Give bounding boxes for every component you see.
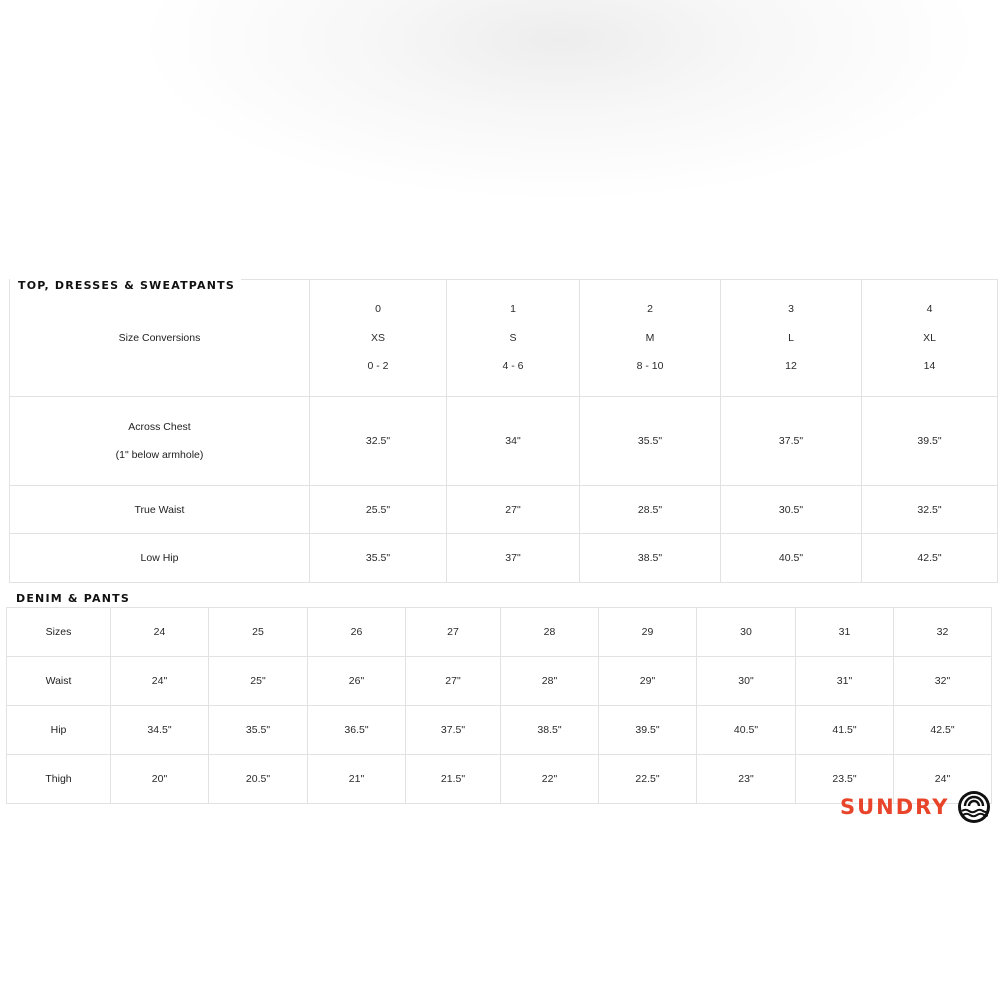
measurement-value: 23" (697, 755, 796, 804)
denim-size-table (6, 607, 992, 804)
size-us: 14 (923, 360, 936, 373)
size-letter: XS (370, 331, 385, 344)
size-us: 12 (785, 360, 797, 373)
tops-section-title: TOP, DRESSES & SWEATPANTS (10, 279, 241, 293)
size-num: 0 (375, 303, 381, 316)
measurement-value: 26" (308, 657, 406, 706)
measurement-label (10, 534, 310, 583)
measurement-value: 42.5" (894, 706, 992, 755)
measurement-value: 25" (209, 657, 308, 706)
denim-size-cell: 29 (599, 608, 697, 657)
measurement-value: 38.5" (501, 706, 599, 755)
measurement-value: 24" (111, 657, 209, 706)
denim-header-row (7, 608, 992, 657)
denim-row (7, 657, 992, 706)
measurement-label-line: (1" below armhole) (115, 449, 204, 461)
denim-size-cell: 30 (697, 608, 796, 657)
tops-row (10, 486, 998, 534)
denim-size-cell: 31 (796, 608, 894, 657)
measurement-value: 37.5" (406, 706, 501, 755)
size-header-cell (721, 280, 862, 397)
size-letter: XL (923, 331, 936, 344)
measurement-value: 23.5" (796, 755, 894, 804)
size-us: 0 - 2 (367, 360, 389, 373)
size-num: 2 (647, 303, 653, 316)
tops-row (10, 534, 998, 583)
measurement-value: 35.5" (580, 397, 721, 486)
size-us: 8 - 10 (636, 360, 664, 373)
measurement-value: 36.5" (308, 706, 406, 755)
size-letter: M (645, 331, 655, 344)
tops-header-row (10, 280, 998, 397)
measurement-value: 42.5" (862, 534, 998, 583)
denim-row (7, 706, 992, 755)
measurement-value: 20" (111, 755, 209, 804)
measurement-value: 39.5" (862, 397, 998, 486)
size-us: 4 - 6 (502, 360, 524, 373)
wave-circle-icon (957, 790, 991, 824)
background-glow (0, 0, 1000, 270)
size-header-cell (580, 280, 721, 397)
measurement-value: 40.5" (697, 706, 796, 755)
measurement-value: 38.5" (580, 534, 721, 583)
measurement-value: 32.5" (310, 397, 447, 486)
measurement-value: 25.5" (310, 486, 447, 534)
measurement-value: 21.5" (406, 755, 501, 804)
measurement-value: 40.5" (721, 534, 862, 583)
measurement-value: 39.5" (599, 706, 697, 755)
sizes-label: Sizes (7, 608, 111, 657)
size-num: 1 (510, 303, 516, 316)
size-header-cell (862, 280, 998, 397)
measurement-label: Hip (7, 706, 111, 755)
size-letter: L (788, 331, 794, 344)
denim-size-cell: 24 (111, 608, 209, 657)
measurement-value: 32.5" (862, 486, 998, 534)
measurement-value: 34.5" (111, 706, 209, 755)
measurement-value: 24" (894, 755, 992, 804)
measurement-value: 37.5" (721, 397, 862, 486)
size-num: 4 (926, 303, 933, 316)
tops-size-table (9, 279, 998, 583)
measurement-label-line: Low Hip (140, 552, 179, 564)
size-header-cell (310, 280, 447, 397)
measurement-value: 27" (447, 486, 580, 534)
denim-size-cell: 25 (209, 608, 308, 657)
measurement-value: 34" (447, 397, 580, 486)
sundry-logo (840, 790, 991, 824)
denim-section-title: DENIM & PANTS (8, 592, 136, 606)
denim-size-cell: 32 (894, 608, 992, 657)
brand-name: SUNDRY (840, 795, 950, 819)
measurement-value: 29" (599, 657, 697, 706)
measurement-value: 35.5" (310, 534, 447, 583)
measurement-value: 21" (308, 755, 406, 804)
measurement-value: 32" (894, 657, 992, 706)
measurement-label: Waist (7, 657, 111, 706)
measurement-value: 41.5" (796, 706, 894, 755)
measurement-value: 37" (447, 534, 580, 583)
measurement-value: 28" (501, 657, 599, 706)
denim-size-cell: 27 (406, 608, 501, 657)
measurement-value: 31" (796, 657, 894, 706)
size-num: 3 (788, 303, 794, 316)
measurement-label (10, 397, 310, 486)
measurement-label (10, 486, 310, 534)
size-letter: S (509, 331, 517, 344)
size-conversions-label: Size Conversions (10, 280, 310, 397)
measurement-value: 28.5" (580, 486, 721, 534)
measurement-label-line: Across Chest (128, 421, 191, 433)
denim-size-cell: 26 (308, 608, 406, 657)
measurement-value: 22.5" (599, 755, 697, 804)
measurement-label-line: True Waist (134, 503, 185, 516)
measurement-value: 20.5" (209, 755, 308, 804)
measurement-value: 30" (697, 657, 796, 706)
size-header-cell (447, 280, 580, 397)
denim-size-cell: 28 (501, 608, 599, 657)
measurement-value: 22" (501, 755, 599, 804)
tops-row (10, 397, 998, 486)
measurement-value: 30.5" (721, 486, 862, 534)
measurement-label: Thigh (7, 755, 111, 804)
measurement-value: 27" (406, 657, 501, 706)
measurement-value: 35.5" (209, 706, 308, 755)
